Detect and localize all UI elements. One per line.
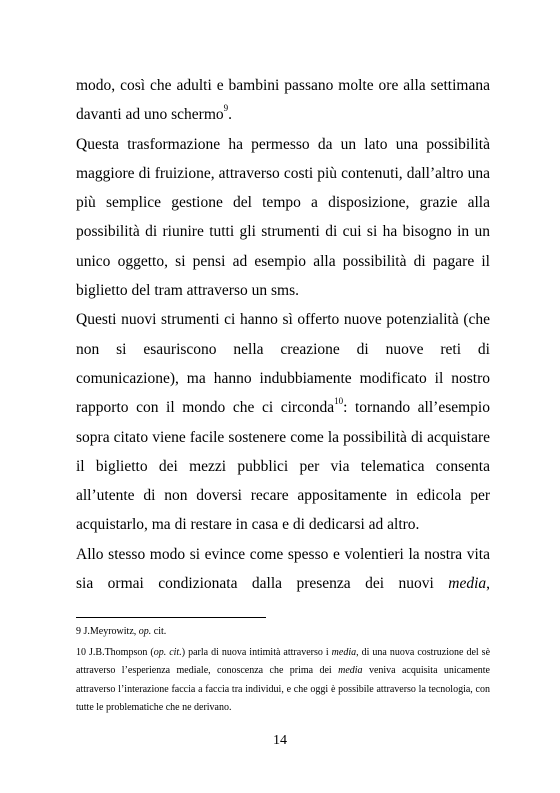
page-number: 14 bbox=[273, 733, 287, 748]
footnote-9-cit: op. bbox=[138, 626, 152, 637]
footnotes bbox=[76, 623, 490, 718]
paragraph-3 bbox=[76, 305, 490, 539]
paragraph-1-text: modo, così che adulti e bambini passano molte ore alla settimana davanti ad uno schermo bbox=[76, 77, 490, 124]
body-text bbox=[76, 71, 490, 598]
paragraph-4-text: Allo stesso modo si evince come spesso e volentieri la nostra vita sia ormai condizionata dalla presenza dei nuovi bbox=[76, 545, 490, 593]
paragraph-2: Questa trasformazione ha permesso da un lato una possibilità maggiore di fruizione, attraverso costi più contenuti, dall’altro una più semplice gestione del tempo a disposizione, grazie alla possibilità di riunire tutti gli strumenti di cui si ha bisogno in un unico oggetto, si pensi ad esempio alla possibilità di pagare il biglietto del tram attraverso un sms. bbox=[76, 135, 490, 300]
footnote-10-text-1: ) parla di nuova intimità attraverso i bbox=[181, 646, 329, 658]
paragraph-3-text-before: Questi nuovi strumenti ci hanno sì offerto nuove potenzialità (che non si esauriscono nella creazione di nuove reti di comunicazione), ma hanno indubbiamente modificato il nostro rapporto con il mondo che ci circonda bbox=[76, 311, 490, 417]
footnote-9 bbox=[76, 623, 490, 642]
footnote-9-cit2: cit. bbox=[153, 626, 167, 637]
footnote-9-author: J.Meyrowitz, bbox=[83, 626, 137, 637]
footnote-10-text-2: , di una nuova costruzione del sè attraverso l’esperienza mediale, conoscenza che prima dei bbox=[76, 646, 491, 676]
footnote-10-cit: op. cit. bbox=[153, 646, 182, 658]
paragraph-4-italic: media bbox=[448, 575, 487, 593]
footnote-ref-9: 9 bbox=[223, 103, 229, 114]
footnote-10-media-2: media bbox=[338, 665, 363, 676]
paragraph-1: modo, così che adulti e bambini passano molte ore alla settimana davanti ad uno schermo$^9$. bbox=[76, 77, 490, 124]
footnote-separator bbox=[76, 617, 266, 618]
footnote-10 bbox=[76, 644, 490, 718]
footnote-10-text-3: veniva acquisita unicamente attraverso l’interazione faccia a faccia tra individui, e che oggi è possibile attraverso la tecnologia, con tutte le problematiche che ne derivano. bbox=[76, 665, 490, 713]
footnote-10-author: J.B.Thompson ( bbox=[89, 646, 154, 658]
paragraph-4-tail: , bbox=[486, 575, 491, 593]
footnote-ref-10: 10 bbox=[334, 396, 344, 407]
footnote-10-media-1: media bbox=[331, 646, 357, 658]
footnote-9-number: 9 bbox=[76, 626, 81, 637]
paragraph-3-text-after: : tornando all’esempio sopra citato viene facile sostenere come la possibilità di acquistare il biglietto dei mezzi pubblici per via telematica consenta all’utente di non doversi recare appositamente in edicola per acquistarlo, ma di restare in casa e di dedicarsi ad altro. bbox=[76, 399, 490, 534]
footnote-10-number: 10 bbox=[76, 646, 86, 658]
paragraph-4 bbox=[76, 540, 490, 599]
